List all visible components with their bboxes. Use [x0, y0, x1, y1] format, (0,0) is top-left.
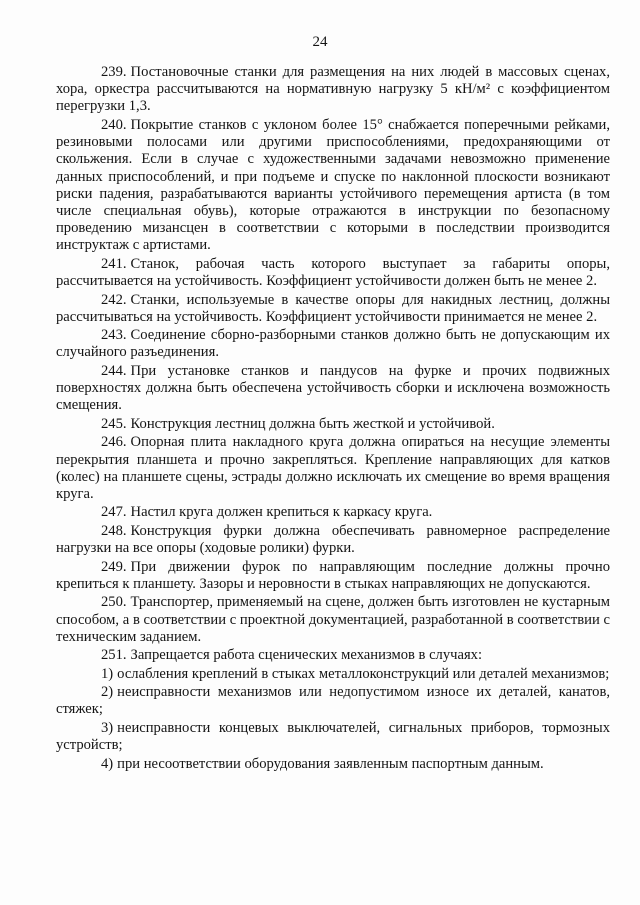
page-number: 24 [312, 34, 328, 50]
list-item [56, 756, 610, 773]
paragraph-text: Настил круга должен крепиться к каркасу круга. [130, 504, 433, 521]
list-item [56, 720, 610, 754]
paragraph-241 [56, 256, 610, 290]
document-body [56, 64, 610, 774]
paragraph-number: 244. [101, 362, 127, 379]
paragraph-number: 248. [101, 522, 127, 539]
list-marker: 4) [101, 755, 114, 772]
paragraph-text: Постановочные станки для размещения на них людей в массовых сценах, хора, оркестра рассчитываются на нормативную нагрузку 5 кН/м² с коэффициентом перегрузки 1,3. [56, 64, 610, 115]
list-item [56, 666, 610, 683]
list-item [56, 684, 610, 718]
paragraph-251 [56, 647, 610, 664]
paragraph-text: При установке станков и пандусов на фурке и прочих подвижных поверхностях должна быть обеспечена устойчивость сборки и исключена возможность смещения. [56, 362, 610, 414]
paragraph-number: 250. [101, 594, 127, 611]
list-item-text: неисправности концевых выключателей, сигнальных приборов, тормозных устройств; [56, 719, 610, 754]
list-item-text: при несоответствии оборудования заявленным паспортным данным. [117, 755, 544, 772]
paragraph-text: Запрещается работа сценических механизмов в случаях: [130, 647, 483, 664]
list-marker: 3) [101, 719, 114, 736]
paragraph-number: 241. [101, 255, 127, 272]
paragraph-248 [56, 523, 610, 557]
paragraph-text: Станки, используемые в качестве опоры для накидных лестниц, должны рассчитываться на устойчивость. Коэффициент устойчивости принимается не менее 2. [56, 291, 610, 325]
paragraph-249 [56, 559, 610, 593]
paragraph-text: Станок, рабочая часть которого выступает за габариты опоры, рассчитывается на устойчивость. Коэффициент устойчивости должен быть не менее 2. [56, 255, 610, 290]
paragraph-text: Транспортер, применяемый на сцене, должен быть изготовлен не кустарным способом, а в соответствии с проектной документацией, разработанной в соответствии с техническим заданием. [56, 594, 610, 645]
paragraph-number: 251. [101, 647, 127, 664]
list-marker: 2) [101, 684, 114, 701]
paragraph-text: Соединение сборно-разборными станков должно быть не допускающим их случайного разъединения. [56, 327, 610, 361]
list-marker: 1) [101, 665, 114, 682]
list-item-text: ослабления креплений в стыках металлоконструкций или деталей механизмов; [117, 665, 610, 682]
paragraph-number: 243. [101, 327, 127, 344]
paragraph-number: 249. [101, 558, 127, 575]
paragraph-number: 240. [101, 116, 127, 133]
paragraph-number: 239. [101, 64, 127, 80]
paragraph-240 [56, 117, 610, 255]
paragraph-number: 245. [101, 415, 127, 432]
paragraph-242 [56, 292, 610, 326]
paragraph-245 [56, 416, 610, 433]
paragraph-246 [56, 434, 610, 503]
paragraph-250 [56, 594, 610, 646]
paragraph-247 [56, 504, 610, 521]
paragraph-text: Опорная плита накладного круга должна опираться на несущие элементы перекрытия планшета и прочно закрепляться. Крепление направляющих для катков (колес) на планшете сцены, эстрады должно исключать их смещение во время вращения круга. [56, 434, 610, 502]
paragraph-number: 246. [101, 434, 127, 451]
paragraph-text: Конструкция лестниц должна быть жесткой и устойчивой. [130, 415, 495, 432]
list-item-text: неисправности механизмов или недопустимом износе их деталей, канатов, стяжек; [56, 684, 610, 718]
paragraph-239 [56, 64, 610, 116]
paragraph-244 [56, 363, 610, 415]
paragraph-text: При движении фурок по направляющим последние должны прочно крепиться к планшету. Зазоры и неровности в стыках направляющих не допускаются. [56, 558, 610, 592]
paragraph-number: 242. [101, 291, 127, 308]
paragraph-number: 247. [101, 504, 127, 521]
paragraph-text: Покрытие станков с уклоном более 15° снабжается поперечными рейками, резиновыми полосами или другими приспособлениями, предохраняющими от скольжения. Если в случае с художественными задачами невозможно применение данных приспособлений, и при подъеме и спуске по наклонной плоскости возникают риски падения, разрабатываются варианты устойчивого перемещения артиста (в том числе специальная обувь), которые отражаются в инструкции по безопасному проведению мизансцен в соответствии с которыми в последствии производится инструктаж с артистами. [56, 116, 610, 254]
paragraph-text: Конструкция фурки должна обеспечивать равномерное распределение нагрузки на все опоры (ходовые ролики) фурки. [56, 522, 610, 557]
paragraph-243 [56, 327, 610, 361]
